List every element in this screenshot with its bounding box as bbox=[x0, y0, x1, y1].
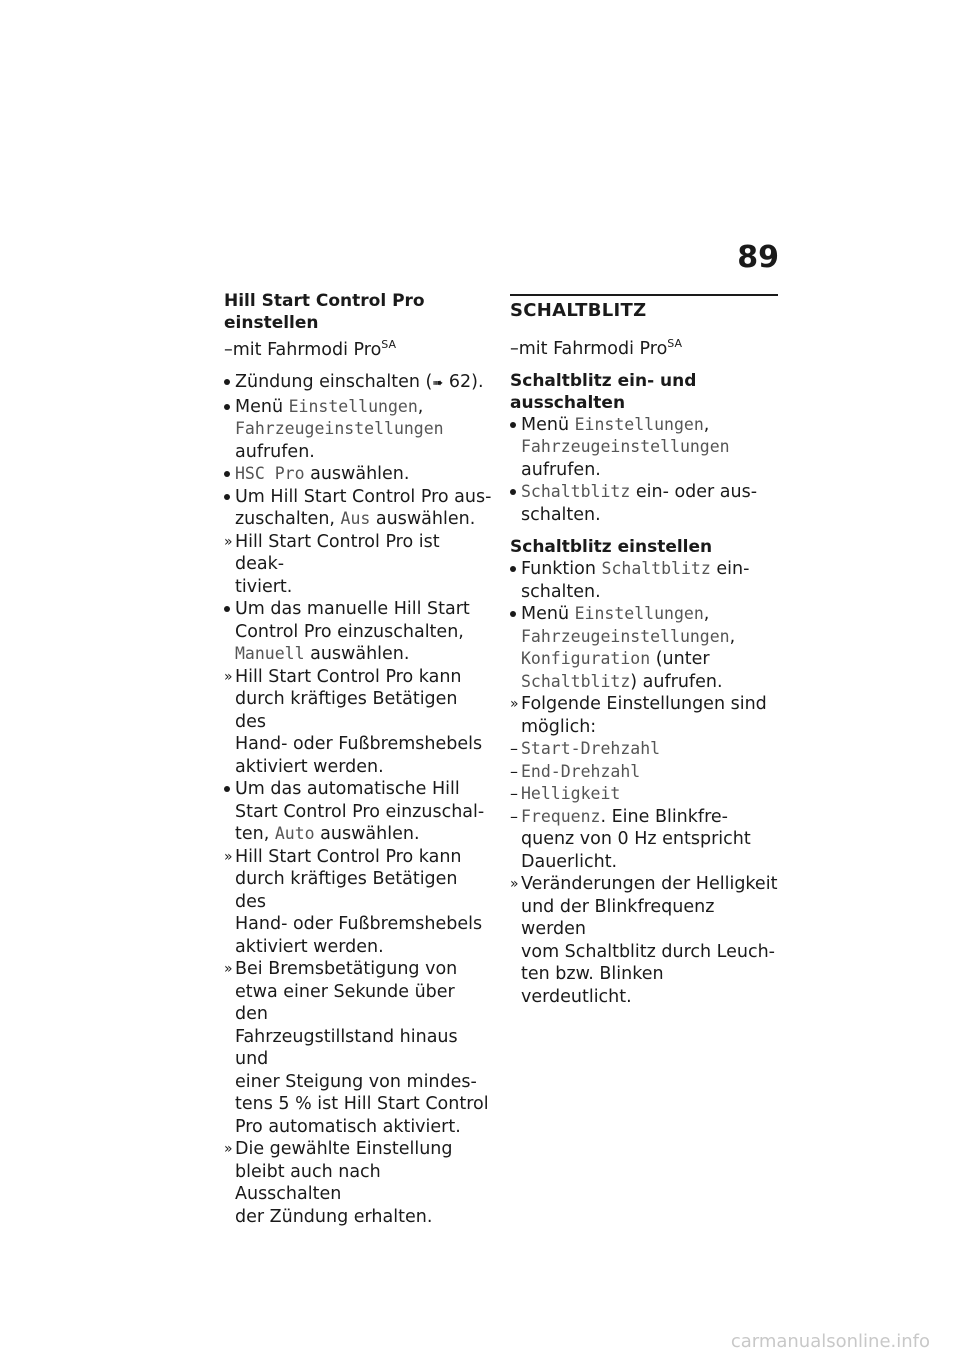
step-text: schalten. bbox=[521, 504, 601, 525]
menu-term: Fahrzeugeinstellungen bbox=[521, 437, 730, 457]
menu-term: Fahrzeugeinstellungen bbox=[235, 419, 444, 439]
step-text: zuschalten, bbox=[235, 509, 341, 530]
sa-superscript: SA bbox=[667, 336, 683, 350]
page-reference-arrow-icon: ➠ bbox=[432, 376, 444, 392]
result-item bbox=[224, 666, 492, 779]
step-text: , bbox=[703, 604, 710, 625]
hsc-steps bbox=[224, 371, 492, 1228]
list-item bbox=[510, 603, 778, 693]
step-text: 62). bbox=[443, 372, 484, 393]
list-item bbox=[224, 778, 492, 846]
result-item bbox=[510, 693, 778, 738]
step-text: auswählen. bbox=[304, 644, 410, 665]
step-text: Um das automatische Hill bbox=[235, 779, 460, 800]
dash-icon: – bbox=[510, 739, 518, 759]
right-column bbox=[510, 290, 778, 1008]
option-item bbox=[510, 783, 778, 806]
left-column bbox=[224, 290, 492, 1228]
result-text: Pro automatisch aktiviert. bbox=[235, 1116, 461, 1137]
result-text: Folgende Einstellungen sind bbox=[521, 694, 767, 715]
menu-term: Fahrzeugeinstellungen bbox=[521, 626, 730, 646]
mode-text: –mit Fahrmodi Pro bbox=[224, 339, 382, 360]
toggle-steps bbox=[510, 414, 778, 527]
heading-line: ausschalten bbox=[510, 392, 626, 413]
section-title: SCHALTBLITZ bbox=[510, 300, 647, 321]
list-item bbox=[510, 481, 778, 526]
result-text: Hand- oder Fußbremshebels bbox=[235, 914, 483, 935]
option-term: Start-Drehzahl bbox=[521, 739, 661, 759]
result-text: aktiviert werden. bbox=[235, 936, 384, 957]
heading-line: Schaltblitz ein- und bbox=[510, 370, 697, 391]
step-text: Um Hill Start Control Pro aus- bbox=[235, 486, 492, 507]
result-text: Hill Start Control Pro kann bbox=[235, 666, 462, 687]
section-rule bbox=[510, 294, 778, 296]
option-text: quenz von 0 Hz entspricht bbox=[521, 829, 751, 850]
page-number: 89 bbox=[737, 240, 779, 275]
dash-icon: – bbox=[510, 806, 518, 826]
result-text: durch kräftiges Betätigen des bbox=[235, 869, 458, 912]
step-text: ) aufrufen. bbox=[630, 671, 723, 692]
sa-superscript: SA bbox=[381, 338, 397, 351]
step-text: ein- oder aus- bbox=[630, 482, 758, 503]
settings-steps bbox=[510, 558, 778, 1008]
menu-term: Schaltblitz bbox=[521, 482, 631, 502]
result-text: einer Steigung von mindes- bbox=[235, 1071, 477, 1092]
result-item bbox=[224, 1138, 492, 1228]
list-item bbox=[510, 558, 778, 603]
step-text: Start Control Pro einzuschal- bbox=[235, 801, 485, 822]
result-text: Hill Start Control Pro kann bbox=[235, 846, 462, 867]
step-text: Menü bbox=[521, 414, 575, 435]
shift-light-settings-heading: Schaltblitz einstellen bbox=[510, 537, 713, 558]
result-text: ten bzw. Blinken verdeutlicht. bbox=[521, 964, 664, 1007]
option-term: End-Drehzahl bbox=[521, 761, 641, 781]
dash-icon: – bbox=[510, 761, 518, 781]
step-text: , bbox=[417, 396, 424, 417]
step-text: Menü bbox=[235, 396, 289, 417]
option-item bbox=[510, 761, 778, 784]
result-text: Die gewählte Einstellung bbox=[235, 1139, 453, 1160]
result-arrow-icon: » bbox=[224, 533, 233, 550]
menu-term: Einstellungen bbox=[574, 604, 704, 624]
result-text: aktiviert werden. bbox=[235, 756, 384, 777]
result-arrow-icon: » bbox=[224, 961, 233, 978]
step-text: schalten. bbox=[521, 581, 601, 602]
menu-term: Einstellungen bbox=[574, 414, 704, 434]
result-text: und der Blinkfrequenz werden bbox=[521, 896, 715, 940]
result-item bbox=[224, 531, 492, 599]
result-arrow-icon: » bbox=[510, 696, 519, 713]
hsc-heading-line1: Hill Start Control Pro bbox=[224, 291, 425, 311]
result-text: Hill Start Control Pro ist deak- bbox=[235, 531, 440, 575]
menu-term: Einstellungen bbox=[288, 396, 418, 416]
list-item bbox=[224, 463, 492, 486]
result-text: etwa einer Sekunde über den bbox=[235, 981, 455, 1025]
step-text: Control Pro einzuschalten, bbox=[235, 621, 464, 642]
step-text: aufrufen. bbox=[235, 441, 315, 462]
result-text: tiviert. bbox=[235, 576, 293, 597]
step-text: ein- bbox=[710, 559, 750, 580]
result-text: durch kräftiges Betätigen des bbox=[235, 689, 458, 732]
menu-term: Schaltblitz bbox=[601, 559, 711, 579]
list-item bbox=[224, 371, 492, 396]
result-arrow-icon: » bbox=[510, 876, 519, 893]
step-text: , bbox=[703, 414, 710, 435]
menu-term: Auto bbox=[274, 824, 315, 844]
result-arrow-icon: » bbox=[224, 848, 233, 865]
result-text: möglich: bbox=[521, 716, 597, 737]
result-arrow-icon: » bbox=[224, 668, 233, 685]
hsc-heading bbox=[224, 290, 492, 334]
step-text: auswählen. bbox=[304, 464, 410, 485]
result-item bbox=[224, 958, 492, 1138]
result-text: tens 5 % ist Hill Start Control bbox=[235, 1094, 489, 1115]
option-item bbox=[510, 738, 778, 761]
watermark: carmanualsonline.info bbox=[730, 1331, 930, 1352]
list-item bbox=[224, 598, 492, 666]
step-text: , bbox=[729, 626, 736, 647]
result-item bbox=[510, 873, 778, 1008]
mode-text: –mit Fahrmodi Pro bbox=[510, 338, 668, 359]
result-text: Bei Bremsbetätigung von bbox=[235, 959, 458, 980]
menu-term: Konfiguration bbox=[521, 649, 651, 669]
list-item bbox=[224, 486, 492, 531]
option-item bbox=[510, 806, 778, 874]
option-term: Helligkeit bbox=[521, 784, 621, 804]
step-text: Menü bbox=[521, 604, 575, 625]
result-text: Fahrzeugstillstand hinaus und bbox=[235, 1026, 458, 1070]
option-text: . Eine Blinkfre- bbox=[600, 806, 728, 827]
dash-icon: – bbox=[510, 784, 518, 804]
menu-term: HSC Pro bbox=[235, 464, 305, 484]
result-text: Veränderungen der Helligkeit bbox=[521, 874, 778, 895]
mode-requirement bbox=[224, 334, 492, 361]
mode-requirement bbox=[510, 333, 778, 360]
list-item bbox=[510, 414, 778, 482]
result-item bbox=[224, 846, 492, 959]
result-text: bleibt auch nach Ausschalten bbox=[235, 1161, 381, 1205]
result-text: der Zündung erhalten. bbox=[235, 1206, 433, 1227]
shift-light-toggle-heading bbox=[510, 370, 778, 414]
list-item bbox=[224, 396, 492, 464]
result-arrow-icon: » bbox=[224, 1141, 233, 1158]
option-text: Dauerlicht. bbox=[521, 851, 618, 872]
step-text: (unter bbox=[650, 649, 710, 670]
menu-term: Schaltblitz bbox=[521, 671, 631, 691]
hsc-heading-line2: einstellen bbox=[224, 313, 319, 333]
step-text: aufrufen. bbox=[521, 459, 601, 480]
step-text: Um das manuelle Hill Start bbox=[235, 599, 470, 620]
menu-term: Manuell bbox=[235, 644, 305, 664]
step-text: auswählen. bbox=[370, 509, 476, 530]
step-text: auswählen. bbox=[314, 824, 420, 845]
step-text: ten, bbox=[235, 824, 275, 845]
option-term: Frequenz bbox=[521, 806, 601, 826]
result-text: Hand- oder Fußbremshebels bbox=[235, 734, 483, 755]
result-text: vom Schaltblitz durch Leuch- bbox=[521, 941, 775, 962]
menu-term: Aus bbox=[340, 509, 371, 529]
step-text: Zündung einschalten ( bbox=[235, 372, 433, 393]
step-text: Funktion bbox=[521, 559, 602, 580]
